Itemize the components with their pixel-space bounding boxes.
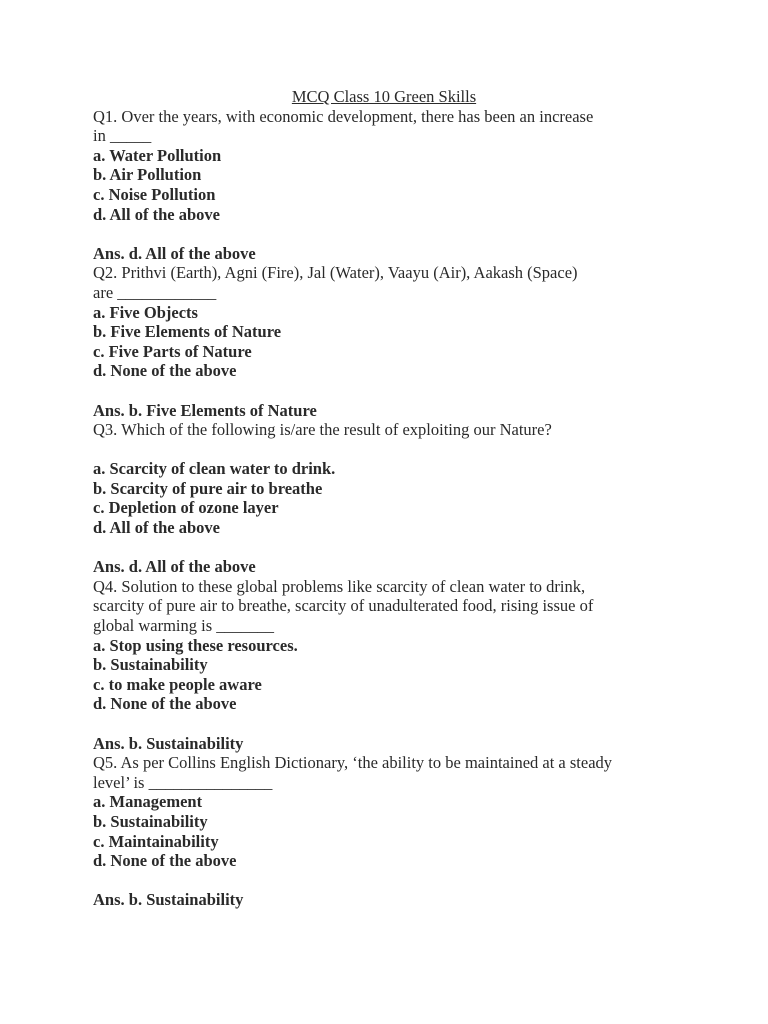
question-text: in _____ xyxy=(93,126,152,146)
option-c: c. Maintainability xyxy=(93,831,219,851)
question-block-4 xyxy=(93,577,693,753)
spacer xyxy=(93,381,693,401)
question-block-1 xyxy=(93,107,693,264)
spacer xyxy=(93,224,693,244)
document-page xyxy=(93,87,693,910)
question-block-2 xyxy=(93,263,693,420)
option-c: c. to make people aware xyxy=(93,674,262,694)
option-d: d. All of the above xyxy=(93,204,220,224)
answer-text: Ans. b. Sustainability xyxy=(93,733,244,753)
question-text: Q4. Solution to these global problems like scarcity of clean water to drink, xyxy=(93,576,586,596)
spacer xyxy=(93,538,693,558)
page-title: MCQ Class 10 Green Skills xyxy=(291,87,477,106)
option-a: a. Management xyxy=(93,792,203,812)
option-b: b. Five Elements of Nature xyxy=(93,322,282,342)
question-block-3 xyxy=(93,420,693,577)
option-d: d. None of the above xyxy=(93,851,237,871)
question-text: level’ is _______________ xyxy=(93,772,273,792)
option-d: d. None of the above xyxy=(93,361,237,381)
option-c: c. Depletion of ozone layer xyxy=(93,498,279,518)
option-b: b. Sustainability xyxy=(93,655,208,675)
question-text: Q2. Prithvi (Earth), Agni (Fire), Jal (Water), Vaayu (Air), Aakash (Space) xyxy=(93,263,578,283)
answer-text: Ans. b. Sustainability xyxy=(93,890,244,910)
option-d: d. All of the above xyxy=(93,518,220,538)
question-text: Q5. As per Collins English Dictionary, ‘the ability to be maintained at a steady xyxy=(93,753,613,773)
option-b: b. Scarcity of pure air to breathe xyxy=(93,478,323,498)
option-a: a. Five Objects xyxy=(93,302,198,322)
answer-text: Ans. d. All of the above xyxy=(93,243,256,263)
option-c: c. Five Parts of Nature xyxy=(93,341,252,361)
spacer xyxy=(93,714,693,734)
option-a: a. Stop using these resources. xyxy=(93,635,298,655)
option-b: b. Air Pollution xyxy=(93,165,202,185)
spacer xyxy=(93,871,693,891)
spacer xyxy=(93,440,693,460)
answer-text: Ans. d. All of the above xyxy=(93,557,256,577)
question-text: global warming is _______ xyxy=(93,616,275,636)
question-text: are ____________ xyxy=(93,282,217,302)
answer-text: Ans. b. Five Elements of Nature xyxy=(93,400,317,420)
question-block-5 xyxy=(93,753,693,910)
question-text: Q3. Which of the following is/are the result of exploiting our Nature? xyxy=(93,420,552,440)
option-a: a. Water Pollution xyxy=(93,145,222,165)
question-text: scarcity of pure air to breathe, scarcity of unadulterated food, rising issue of xyxy=(93,596,594,616)
option-a: a. Scarcity of clean water to drink. xyxy=(93,459,336,479)
option-b: b. Sustainability xyxy=(93,811,208,831)
option-c: c. Noise Pollution xyxy=(93,184,216,204)
question-text: Q1. Over the years, with economic development, there has been an increase xyxy=(93,106,594,126)
option-d: d. None of the above xyxy=(93,694,237,714)
